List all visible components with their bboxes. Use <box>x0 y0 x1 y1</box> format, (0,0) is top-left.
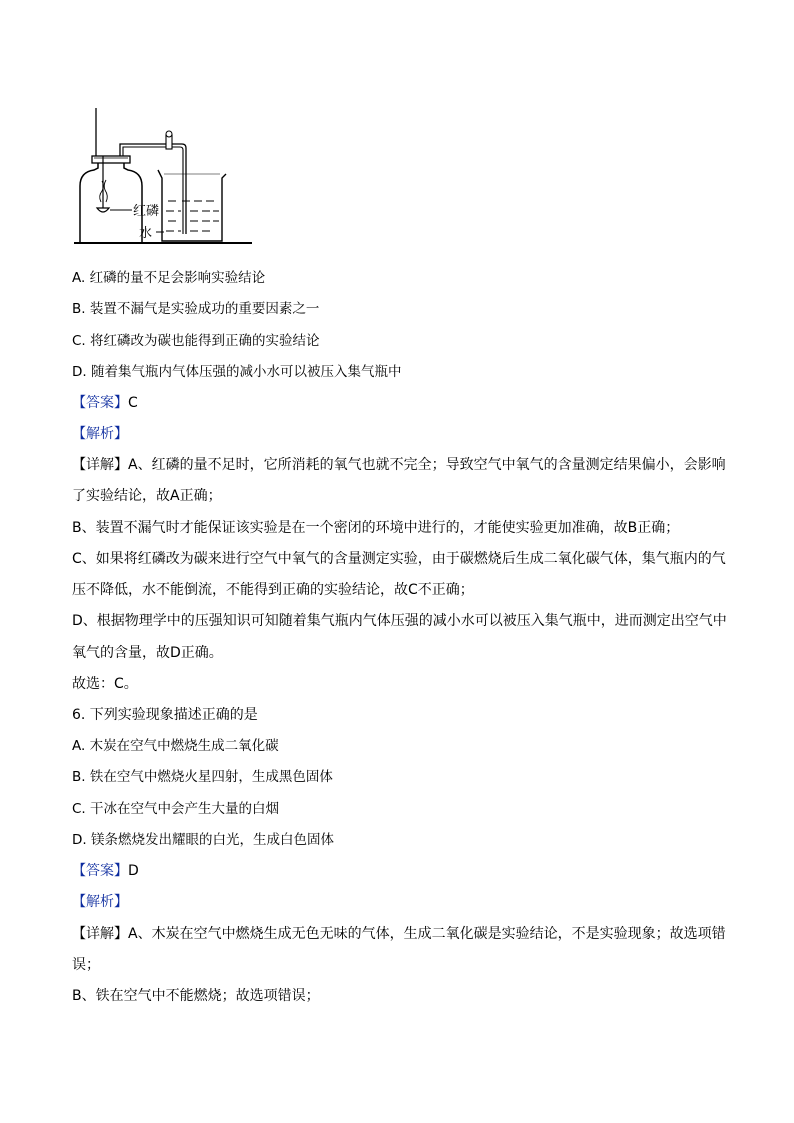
q6-option-d: D. 镁条燃烧发出耀眼的白光，生成白色固体 <box>72 832 334 848</box>
q5-detail-line-7: 氧气的含量，故D正确。 <box>72 645 223 661</box>
q5-detail-line-5: 压不降低，水不能倒流，不能得到正确的实验结论，故C不正确； <box>72 582 474 598</box>
answer-value: C <box>128 395 138 411</box>
q6-option-b: B. 铁在空气中燃烧火星四射，生成黑色固体 <box>72 769 333 785</box>
q6-analysis-tag <box>72 892 732 912</box>
q6-answer-line <box>72 861 732 881</box>
answer-value: D <box>128 863 139 879</box>
q5-conclusion: 故选：C。 <box>72 676 138 692</box>
q5-detail-line-4: C、如果将红磷改为碳来进行空气中氧气的含量测定实验，由于碳燃烧后生成二氧化碳气体，集气瓶内的气 <box>72 551 726 567</box>
answer-tag: 【答案】 <box>72 395 128 411</box>
q5-analysis-tag <box>72 424 732 444</box>
detail-tag: 【详解】 <box>72 457 128 473</box>
label-red-phosphorus: 红磷 <box>133 204 160 219</box>
q6-detail-line-1 <box>72 924 732 944</box>
analysis-tag: 【解析】 <box>72 426 128 442</box>
q6-option-a: A. 木炭在空气中燃烧生成二氧化碳 <box>72 738 279 754</box>
analysis-tag: 【解析】 <box>72 894 128 910</box>
detail-text: A、红磷的量不足时，它所消耗的氧气也就不完全；导致空气中氧气的含量测定结果偏小，会影响 <box>128 457 726 473</box>
detail-text: A、木炭在空气中燃烧生成无色无味的气体，生成二氧化碳是实验结论，不是实验现象；故选项错 <box>128 926 726 942</box>
q5-option-a: A. 红磷的量不足会影响实验结论 <box>72 270 266 286</box>
q5-detail-line-3: B、装置不漏气时才能保证该实验是在一个密闭的环境中进行的，才能使实验更加准确，故B正确； <box>72 520 680 536</box>
answer-tag: 【答案】 <box>72 863 128 879</box>
q5-option-b: B. 装置不漏气是实验成功的重要因素之一 <box>72 301 320 317</box>
q6-detail-line-2: 误； <box>72 957 100 973</box>
q6-stem: 6. 下列实验现象描述正确的是 <box>72 707 258 723</box>
q5-answer-line <box>72 393 732 413</box>
q5-detail-line-6: D、根据物理学中的压强知识可知随着集气瓶内气体压强的减小水可以被压入集气瓶中，进而测定出空气中 <box>72 613 727 629</box>
detail-tag: 【详解】 <box>72 926 128 942</box>
apparatus-figure <box>70 106 260 250</box>
q5-option-d: D. 随着集气瓶内气体压强的减小水可以被压入集气瓶中 <box>72 364 402 380</box>
q6-option-c: C. 干冰在空气中会产生大量的白烟 <box>72 801 280 817</box>
q5-detail-line-2: 了实验结论，故A正确； <box>72 488 222 504</box>
q5-option-c: C. 将红磷改为碳也能得到正确的实验结论 <box>72 333 320 349</box>
q6-detail-line-3: B、铁在空气中不能燃烧；故选项错误； <box>72 988 320 1004</box>
q5-detail-line-1 <box>72 455 732 475</box>
label-water: 水 <box>139 226 153 241</box>
